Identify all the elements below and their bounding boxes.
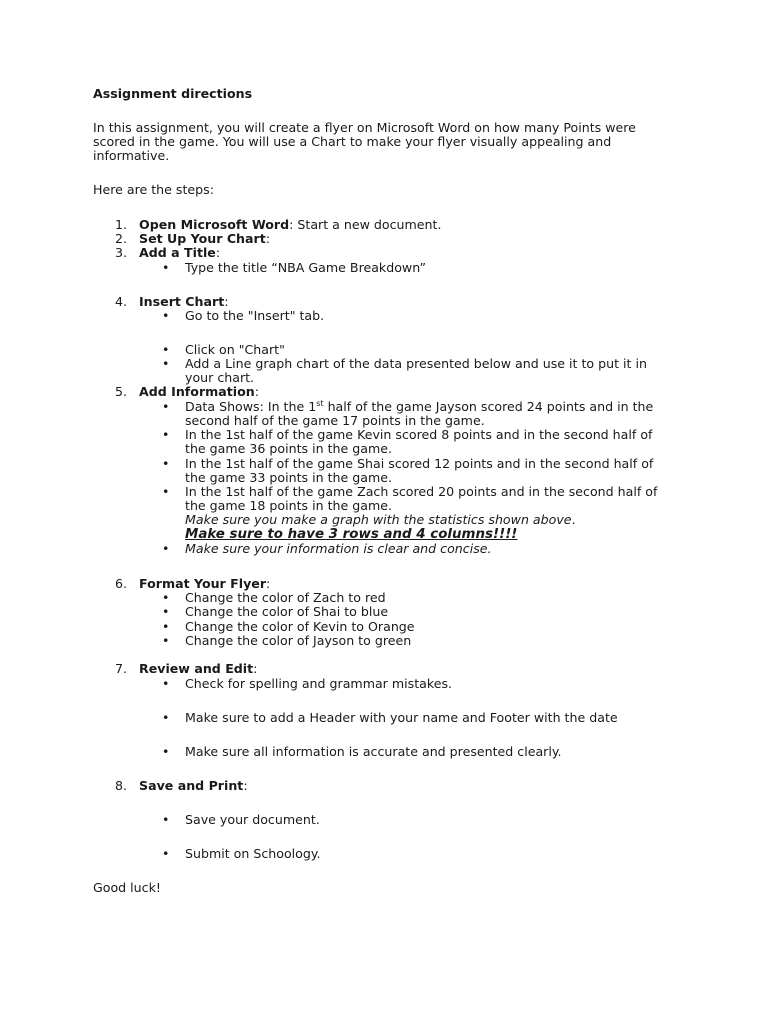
step-5-bullet-3-line-2: the game 33 points in the game. (185, 470, 392, 485)
step-7-bullet-3: Make sure all information is accurate and presented clearly. (185, 744, 562, 759)
bullet-icon: • (162, 619, 170, 634)
step-8-number: 8. (115, 778, 128, 793)
bullet-icon: • (162, 633, 170, 648)
step-6-bullet-1: Change the color of Zach to red (185, 590, 386, 605)
step-8-text: Save and Print: (139, 778, 248, 793)
step-4-bullet-3-line-1: Add a Line graph chart of the data presented below and use it to put it in (185, 356, 647, 371)
steps-intro: Here are the steps: (93, 182, 214, 197)
step-4-bullet-2: Click on "Chart" (185, 342, 285, 357)
bullet-icon: • (162, 676, 170, 691)
intro-line-1: In this assignment, you will create a flyer on Microsoft Word on how many Points were (93, 120, 636, 135)
step-3-text: Add a Title: (139, 245, 221, 260)
bullet-icon: • (162, 846, 170, 861)
step-8-bullet-2: Submit on Schoology. (185, 846, 321, 861)
step-5-bullet-5: Make sure your information is clear and concise. (185, 541, 492, 556)
step-7-text: Review and Edit: (139, 661, 258, 676)
bullet-icon: • (162, 260, 170, 275)
step-5-rows-columns-note: Make sure to have 3 rows and 4 columns!!!! (185, 527, 518, 542)
bullet-icon: • (162, 484, 170, 499)
step-5-number: 5. (115, 384, 128, 399)
bullet-icon: • (162, 427, 170, 442)
step-5-bullet-2-line-2: the game 36 points in the game. (185, 441, 392, 456)
step-6-number: 6. (115, 576, 128, 591)
bullet-icon: • (162, 399, 170, 414)
step-8-bullet-1: Save your document. (185, 812, 320, 827)
step-4-bullet-1: Go to the "Insert" tab. (185, 308, 325, 323)
bullet-icon: • (162, 590, 170, 605)
intro-line-3: informative. (93, 148, 170, 163)
step-5-bullet-1-line-2: second half of the game 17 points in the game. (185, 413, 485, 428)
bullet-icon: • (162, 308, 170, 323)
step-6-text: Format Your Flyer: (139, 576, 271, 591)
step-3-bullet-1: Type the title “NBA Game Breakdown” (185, 260, 427, 275)
step-6-bullet-3: Change the color of Kevin to Orange (185, 619, 415, 634)
intro-line-2: scored in the game. You will use a Chart to make your flyer visually appealing and (93, 134, 612, 149)
step-5-bullet-1-line-1: Data Shows: In the 1st half of the game Jayson scored 24 points and in the (185, 399, 654, 414)
step-2-text: Set Up Your Chart: (139, 231, 271, 246)
step-1-number: 1. (115, 217, 128, 232)
bullet-icon: • (162, 710, 170, 725)
closing-text: Good luck! (93, 880, 161, 895)
bullet-icon: • (162, 342, 170, 357)
step-5-bullet-3-line-1: In the 1st half of the game Shai scored 12 points and in the second half of (185, 456, 654, 471)
step-5-graph-note: Make sure you make a graph with the statistics shown above. (185, 512, 576, 527)
bullet-icon: • (162, 356, 170, 371)
step-3-number: 3. (115, 245, 128, 260)
step-7-bullet-1: Check for spelling and grammar mistakes. (185, 676, 453, 691)
bullet-icon: • (162, 744, 170, 759)
step-7-bullet-2: Make sure to add a Header with your name and Footer with the date (185, 710, 618, 725)
bullet-icon: • (162, 541, 170, 556)
step-5-bullet-4-line-2: the game 18 points in the game. (185, 498, 392, 513)
step-2-number: 2. (115, 231, 128, 246)
step-5-bullet-2-line-1: In the 1st half of the game Kevin scored 8 points and in the second half of (185, 427, 653, 442)
bullet-icon: • (162, 456, 170, 471)
step-5-text: Add Information: (139, 384, 259, 399)
step-6-bullet-2: Change the color of Shai to blue (185, 604, 389, 619)
bullet-icon: • (162, 812, 170, 827)
step-4-text: Insert Chart: (139, 294, 229, 309)
step-6-bullet-4: Change the color of Jayson to green (185, 633, 412, 648)
step-4-number: 4. (115, 294, 128, 309)
step-7-number: 7. (115, 661, 128, 676)
step-1-text: Open Microsoft Word: Start a new document. (139, 217, 442, 232)
bullet-icon: • (162, 604, 170, 619)
step-5-bullet-4-line-1: In the 1st half of the game Zach scored 20 points and in the second half of (185, 484, 658, 499)
document-heading: Assignment directions (93, 86, 253, 101)
step-4-bullet-3-line-2: your chart. (185, 370, 255, 385)
